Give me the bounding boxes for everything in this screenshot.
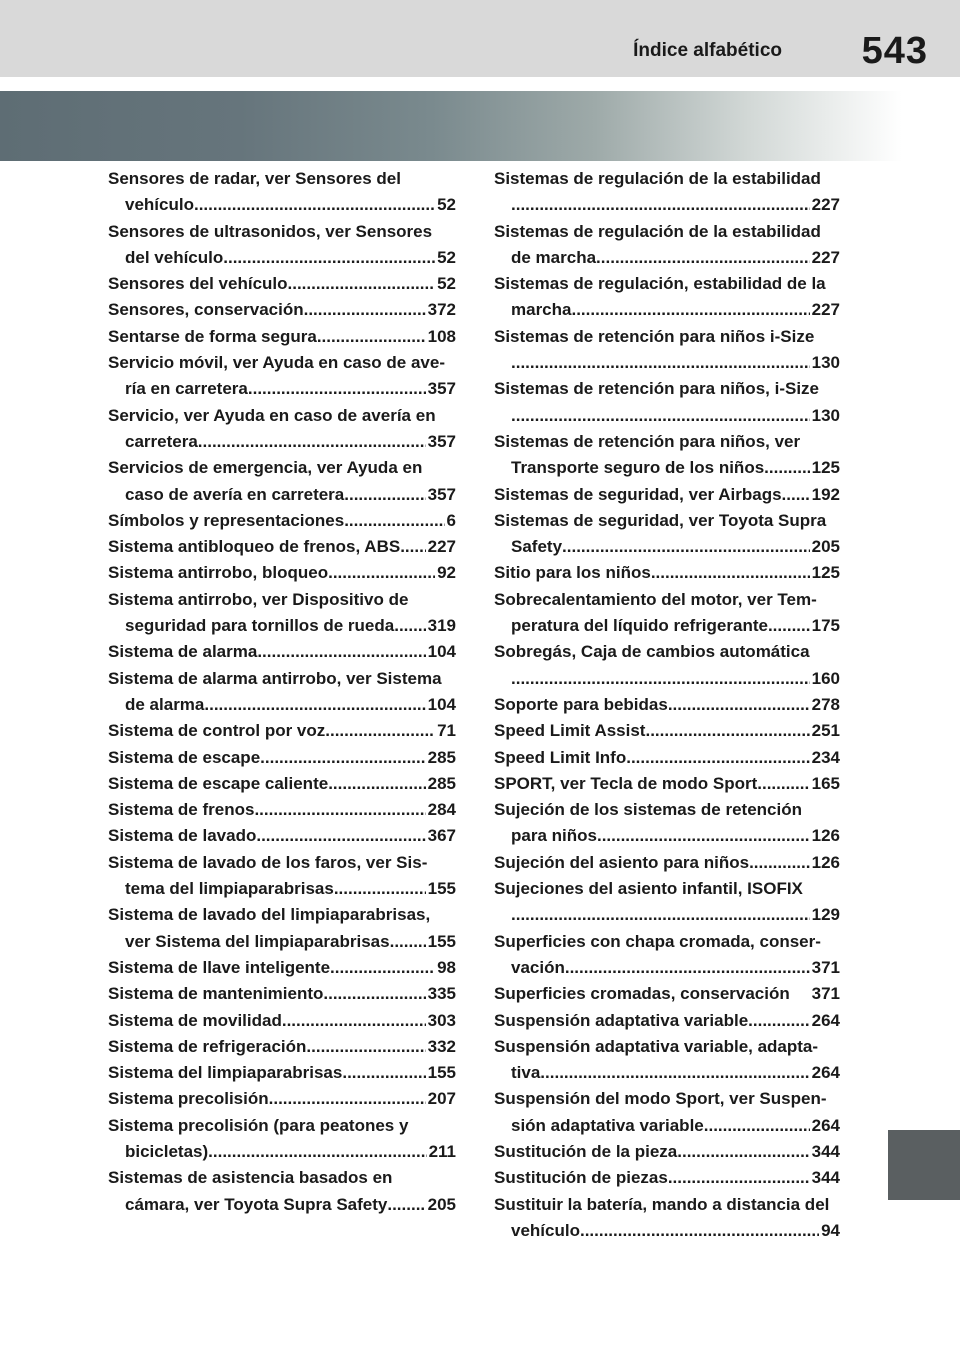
index-entry-page: 227 (811, 247, 840, 267)
dot-leader (394, 613, 425, 639)
dot-leader (677, 1139, 809, 1165)
index-entry (494, 482, 840, 508)
index-entry (108, 823, 456, 849)
dot-leader (342, 1060, 425, 1086)
section-banner (0, 91, 960, 161)
index-entry-page: 165 (811, 773, 840, 793)
index-entry (108, 1008, 456, 1034)
index-entry (108, 666, 456, 719)
index-entry (494, 429, 840, 482)
index-entry-text: Sistema de frenos (108, 800, 255, 820)
dot-leader (757, 771, 809, 797)
index-entry (494, 1086, 840, 1139)
index-entry-page: 104 (427, 642, 456, 662)
index-entry-page: 264 (811, 1010, 840, 1030)
index-entry-text: Suspensión del modo Sport, ver Suspen- (494, 1089, 827, 1109)
index-entry (108, 955, 456, 981)
dot-leader (194, 192, 435, 218)
index-entry (108, 718, 456, 744)
index-entry-page: 104 (427, 694, 456, 714)
dot-leader (198, 429, 426, 455)
index-entry-text: Superficies cromadas, conservación (494, 984, 790, 1004)
dot-leader (511, 403, 810, 429)
index-entry (108, 534, 456, 560)
section-title: Índice alfabético (633, 40, 782, 61)
index-entry-text: Sistema de alarma (108, 642, 258, 662)
index-entry-text: Sensores, conservación (108, 300, 304, 320)
index-entry-text: SPORT, ver Tecla de modo Sport (494, 773, 758, 793)
index-entry (494, 376, 840, 429)
index-entry-page: 344 (811, 1168, 840, 1188)
index-entry-text: Sistemas de retención para niños, i-Size (494, 379, 819, 399)
index-entry (108, 639, 456, 665)
dot-leader (749, 850, 810, 876)
dot-leader (257, 639, 425, 665)
dot-leader (748, 1008, 809, 1034)
index-entry-text: Sistema precolisión (para peatones y (108, 1115, 409, 1135)
index-entry-page: 205 (811, 537, 840, 557)
index-entry-text: Sistema de lavado (108, 826, 257, 846)
index-entry (494, 271, 840, 324)
index-entry-text: Sistemas de retención para niños i-Size (494, 326, 815, 346)
index-entry (494, 1139, 840, 1165)
index-entry-text: cámara, ver Toyota Supra Safety (125, 1194, 388, 1214)
dot-leader (223, 245, 435, 271)
dot-leader (511, 192, 810, 218)
index-entry-page: 335 (427, 984, 456, 1004)
dot-leader (768, 613, 810, 639)
index-entry-page: 264 (811, 1063, 840, 1083)
index-entry-page: 285 (427, 747, 456, 767)
index-entry (494, 745, 840, 771)
dot-leader (562, 534, 810, 560)
index-entry-text: Sistemas de regulación, estabilidad de la (494, 274, 826, 294)
index-entry (108, 771, 456, 797)
index-entry-text: vehículo (511, 1220, 580, 1240)
index-entry-text: Servicios de emergencia, ver Ayuda en (108, 458, 423, 478)
dot-leader (288, 271, 436, 297)
dot-leader (317, 324, 426, 350)
index-entry (108, 1060, 456, 1086)
index-entry-text: Sistema de lavado de los faros, ver Sis- (108, 852, 428, 872)
index-entry-text: Sistema de alarma antirrobo, ver Sistema (108, 668, 442, 688)
dot-leader (328, 771, 425, 797)
index-entry-text: tiva (511, 1063, 541, 1083)
index-entry (108, 587, 456, 640)
index-entry-page: 71 (437, 721, 456, 741)
index-entry (108, 797, 456, 823)
index-entry-page: 284 (427, 800, 456, 820)
index-entry-text: Servicio móvil, ver Ayuda en caso de ave- (108, 353, 446, 373)
index-entry-page: 126 (811, 826, 840, 846)
index-entry-text: Sistemas de retención para niños, ver (494, 431, 801, 451)
index-entry-text: tema del limpiaparabrisas (125, 879, 334, 899)
index-entry (108, 560, 456, 586)
index-entry-text: carretera (125, 431, 198, 451)
index-entry-page: 52 (437, 274, 456, 294)
chapter-tab-marker (888, 1130, 960, 1200)
dot-leader (580, 1218, 819, 1244)
index-entry-text: de marcha (511, 247, 597, 267)
index-entry-text: Sistema de refrigeración (108, 1036, 307, 1056)
dot-leader (400, 534, 425, 560)
index-entry-page: 6 (446, 510, 456, 530)
index-entry-page: 319 (427, 616, 456, 636)
index-entry (108, 350, 456, 403)
index-entry (494, 771, 840, 797)
index-entry-text: Speed Limit Assist (494, 721, 646, 741)
index-entry-text: Transporte seguro de los niños (511, 458, 765, 478)
index-entry-text: Símbolos y representaciones (108, 510, 345, 530)
index-entry-text: caso de avería en carretera (125, 484, 345, 504)
dot-leader (334, 876, 426, 902)
index-entry (108, 850, 456, 903)
index-entry (494, 1034, 840, 1087)
index-entry-text: Suspensión adaptativa variable (494, 1010, 749, 1030)
index-entry (108, 297, 456, 323)
index-entry-page: 125 (811, 458, 840, 478)
index-entry (108, 745, 456, 771)
dot-leader (782, 482, 810, 508)
index-entry-page: 130 (811, 405, 840, 425)
index-entry-page: 367 (427, 826, 456, 846)
index-entry-page: 264 (811, 1115, 840, 1135)
index-entry-text: Sensores de radar, ver Sensores del (108, 169, 401, 188)
index-entry-text: Safety (511, 537, 563, 557)
dot-leader (511, 902, 810, 928)
dot-leader (204, 692, 425, 718)
page-number: 543 (861, 30, 928, 72)
index-entry (108, 455, 456, 508)
index-entry (494, 1008, 840, 1034)
index-entry-page: 251 (811, 721, 840, 741)
dot-leader (304, 297, 426, 323)
dot-leader (208, 1139, 426, 1165)
dot-leader (387, 1192, 425, 1218)
dot-leader (390, 929, 426, 955)
index-entry (108, 1034, 456, 1060)
dot-leader (511, 350, 810, 376)
dot-leader (323, 981, 425, 1007)
index-entry-page: 129 (811, 905, 840, 925)
index-entry-text: peratura del líquido refrigerante (511, 616, 768, 636)
index-entry-text: Sustitución de piezas (494, 1168, 668, 1188)
index-entry (108, 1113, 456, 1166)
index-entry-text: sión adaptativa variable (511, 1115, 704, 1135)
index-entry (494, 1165, 840, 1191)
index-entry-text: Sistema antirrobo, ver Dispositivo de (108, 589, 409, 609)
index-entry-page: 357 (427, 379, 456, 399)
dot-leader (269, 1086, 426, 1112)
index-entry-text: Sistema de movilidad (108, 1010, 282, 1030)
index-entry-text: Sistema de lavado del limpiaparabrisas, (108, 905, 431, 925)
dot-leader (668, 1165, 810, 1191)
index-entry (108, 508, 456, 534)
index-entry-page: 332 (427, 1036, 456, 1056)
index-entry-page: 175 (811, 616, 840, 636)
index-entry-page: 227 (811, 300, 840, 320)
index-entry-text: Sistema de llave inteligente (108, 957, 331, 977)
dot-leader (597, 823, 810, 849)
index-entry-page: 108 (427, 326, 456, 346)
index-entry-text: Sensores de ultrasonidos, ver Sensores (108, 221, 433, 241)
index-entry-page: 344 (811, 1141, 840, 1161)
index-entry-text: Servicio, ver Ayuda en caso de avería en (108, 405, 436, 425)
index-entry-text: Sistemas de seguridad, ver Airbags (494, 484, 782, 504)
index-entry-page: 372 (427, 300, 456, 320)
index-entry-text: Sistema de control por voz (108, 721, 326, 741)
index-entry-text: Sistemas de asistencia basados en (108, 1168, 393, 1188)
index-entry-text: Sistemas de seguridad, ver Toyota Supra (494, 510, 827, 530)
index-entry (108, 1086, 456, 1112)
index-entry-text: ría en carretera (125, 379, 248, 399)
index-entry (108, 403, 456, 456)
index-entry-text: Sistema de escape caliente (108, 773, 329, 793)
index-entry-text: Sujeción del asiento para niños (494, 852, 750, 872)
dot-leader (571, 297, 809, 323)
dot-leader (260, 745, 425, 771)
index-entry (494, 797, 840, 850)
index-entry-page: 126 (811, 852, 840, 872)
index-entry-text: Sustituir la batería, mando a distancia del (494, 1194, 830, 1214)
index-entry (494, 1192, 840, 1245)
index-entry-text: Sistema antirrobo, bloqueo (108, 563, 329, 583)
index-entry-text: Suspensión adaptativa variable, adapta- (494, 1036, 819, 1056)
index-entry-page: 205 (427, 1194, 456, 1214)
index-entry (494, 718, 840, 744)
index-entry-page: 125 (811, 563, 840, 583)
index-entry-text: de alarma (125, 694, 205, 714)
dot-leader (344, 482, 425, 508)
index-entry-text: Sistemas de regulación de la estabilidad (494, 169, 821, 188)
index-entry (108, 166, 456, 219)
dot-leader (645, 718, 809, 744)
index-entry-text: Sistema antibloqueo de frenos, ABS (108, 537, 401, 557)
index-entry-page: 52 (437, 195, 456, 215)
index-entry-text: Sustitución de la pieza (494, 1141, 678, 1161)
index-entry-page: 357 (427, 431, 456, 451)
dot-leader (328, 560, 435, 586)
index-entry (494, 324, 840, 377)
index-entry-text: Sensores del vehículo (108, 274, 288, 294)
index-entry-text: Speed Limit Info (494, 747, 627, 767)
index-entry-page: 303 (427, 1010, 456, 1030)
index-entry (108, 219, 456, 272)
dot-leader (282, 1008, 426, 1034)
dot-leader (540, 1060, 809, 1086)
index-entry (494, 850, 840, 876)
index-entry (108, 1165, 456, 1218)
dot-leader (254, 797, 425, 823)
index-entry-page: 130 (811, 353, 840, 373)
dot-leader (626, 745, 809, 771)
index-entry (494, 166, 840, 219)
dot-leader (344, 508, 444, 534)
index-entry-text: bicicletas) (125, 1141, 209, 1161)
index-entry-text: Soporte para bebidas (494, 694, 668, 714)
dot-leader (330, 955, 435, 981)
index-entry-page: 285 (427, 773, 456, 793)
index-entry-text: vehículo (125, 195, 194, 215)
index-entry-page: 371 (811, 957, 840, 977)
index-entry-page: 94 (821, 1220, 840, 1240)
dot-leader (764, 455, 809, 481)
index-entry-page: 371 (811, 984, 840, 1004)
index-entry (494, 587, 840, 640)
index-entry (494, 929, 840, 982)
dot-leader (256, 823, 425, 849)
index-entry-page: 278 (811, 694, 840, 714)
index-entry-text: Sistemas de regulación de la estabilidad (494, 221, 821, 241)
dot-leader (651, 560, 810, 586)
index-entry (108, 981, 456, 1007)
index-entry-text: Sobregás, Caja de cambios automática (494, 642, 810, 662)
index-entry-page: 357 (427, 484, 456, 504)
index-entry-page: 207 (427, 1089, 456, 1109)
index-entry-text: seguridad para tornillos de rueda (125, 616, 395, 636)
index-entry-text: Sistema del limpiaparabrisas (108, 1063, 343, 1083)
dot-leader (704, 1113, 810, 1139)
dot-leader (565, 955, 810, 981)
index-entry-page: 211 (428, 1141, 456, 1161)
index-entry (494, 219, 840, 272)
index-entry-page: 227 (811, 195, 840, 215)
index-entry-page: 227 (427, 537, 456, 557)
index-entry-text: Sistema de mantenimiento (108, 984, 324, 1004)
index-entry-page: 52 (437, 247, 456, 267)
index-entry-text: Sistema precolisión (108, 1089, 269, 1109)
index-entry (108, 902, 456, 955)
dot-leader (596, 245, 810, 271)
index-entry-page: 160 (811, 668, 840, 688)
index-entry-text: ver Sistema del limpiaparabrisas (125, 931, 390, 951)
index-entry-text: vación (511, 957, 565, 977)
index-entry-page: 155 (427, 931, 456, 951)
dot-leader (668, 692, 810, 718)
index-entry (494, 692, 840, 718)
dot-leader (511, 666, 810, 692)
index-entry-page: 92 (437, 563, 456, 583)
index-entry (494, 508, 840, 561)
index-entry-page: 192 (811, 484, 840, 504)
index-entry (108, 271, 456, 297)
index-entry (494, 639, 840, 692)
header-bar (0, 0, 960, 77)
index-entry-page: 234 (811, 747, 840, 767)
index-entry (108, 324, 456, 350)
dot-leader (306, 1034, 425, 1060)
index-column-left (108, 166, 456, 1218)
index-entry (494, 981, 840, 1007)
index-entry-text: Sobrecalentamiento del motor, ver Tem- (494, 589, 817, 609)
index-entry (494, 560, 840, 586)
index-column-right (494, 166, 840, 1244)
index-entry-text: marcha (511, 300, 572, 320)
dot-leader (325, 718, 435, 744)
index-entry-text: Sitio para los niños (494, 563, 651, 583)
index-entry-text: Superficies con chapa cromada, conser- (494, 931, 821, 951)
index-entry-text: del vehículo (125, 247, 224, 267)
index-entry (494, 876, 840, 929)
index-entry-text: para niños (511, 826, 597, 846)
index-entry-text: Sistema de escape (108, 747, 261, 767)
dot-leader (248, 376, 426, 402)
index-entry-page: 155 (427, 879, 456, 899)
index-entry-page: 155 (427, 1063, 456, 1083)
index-entry-page: 98 (437, 957, 456, 977)
index-entry-text: Sujeciones del asiento infantil, ISOFIX (494, 879, 803, 899)
index-entry-text: Sujeción de los sistemas de retención (494, 800, 802, 820)
index-entry-text: Sentarse de forma segura (108, 326, 317, 346)
